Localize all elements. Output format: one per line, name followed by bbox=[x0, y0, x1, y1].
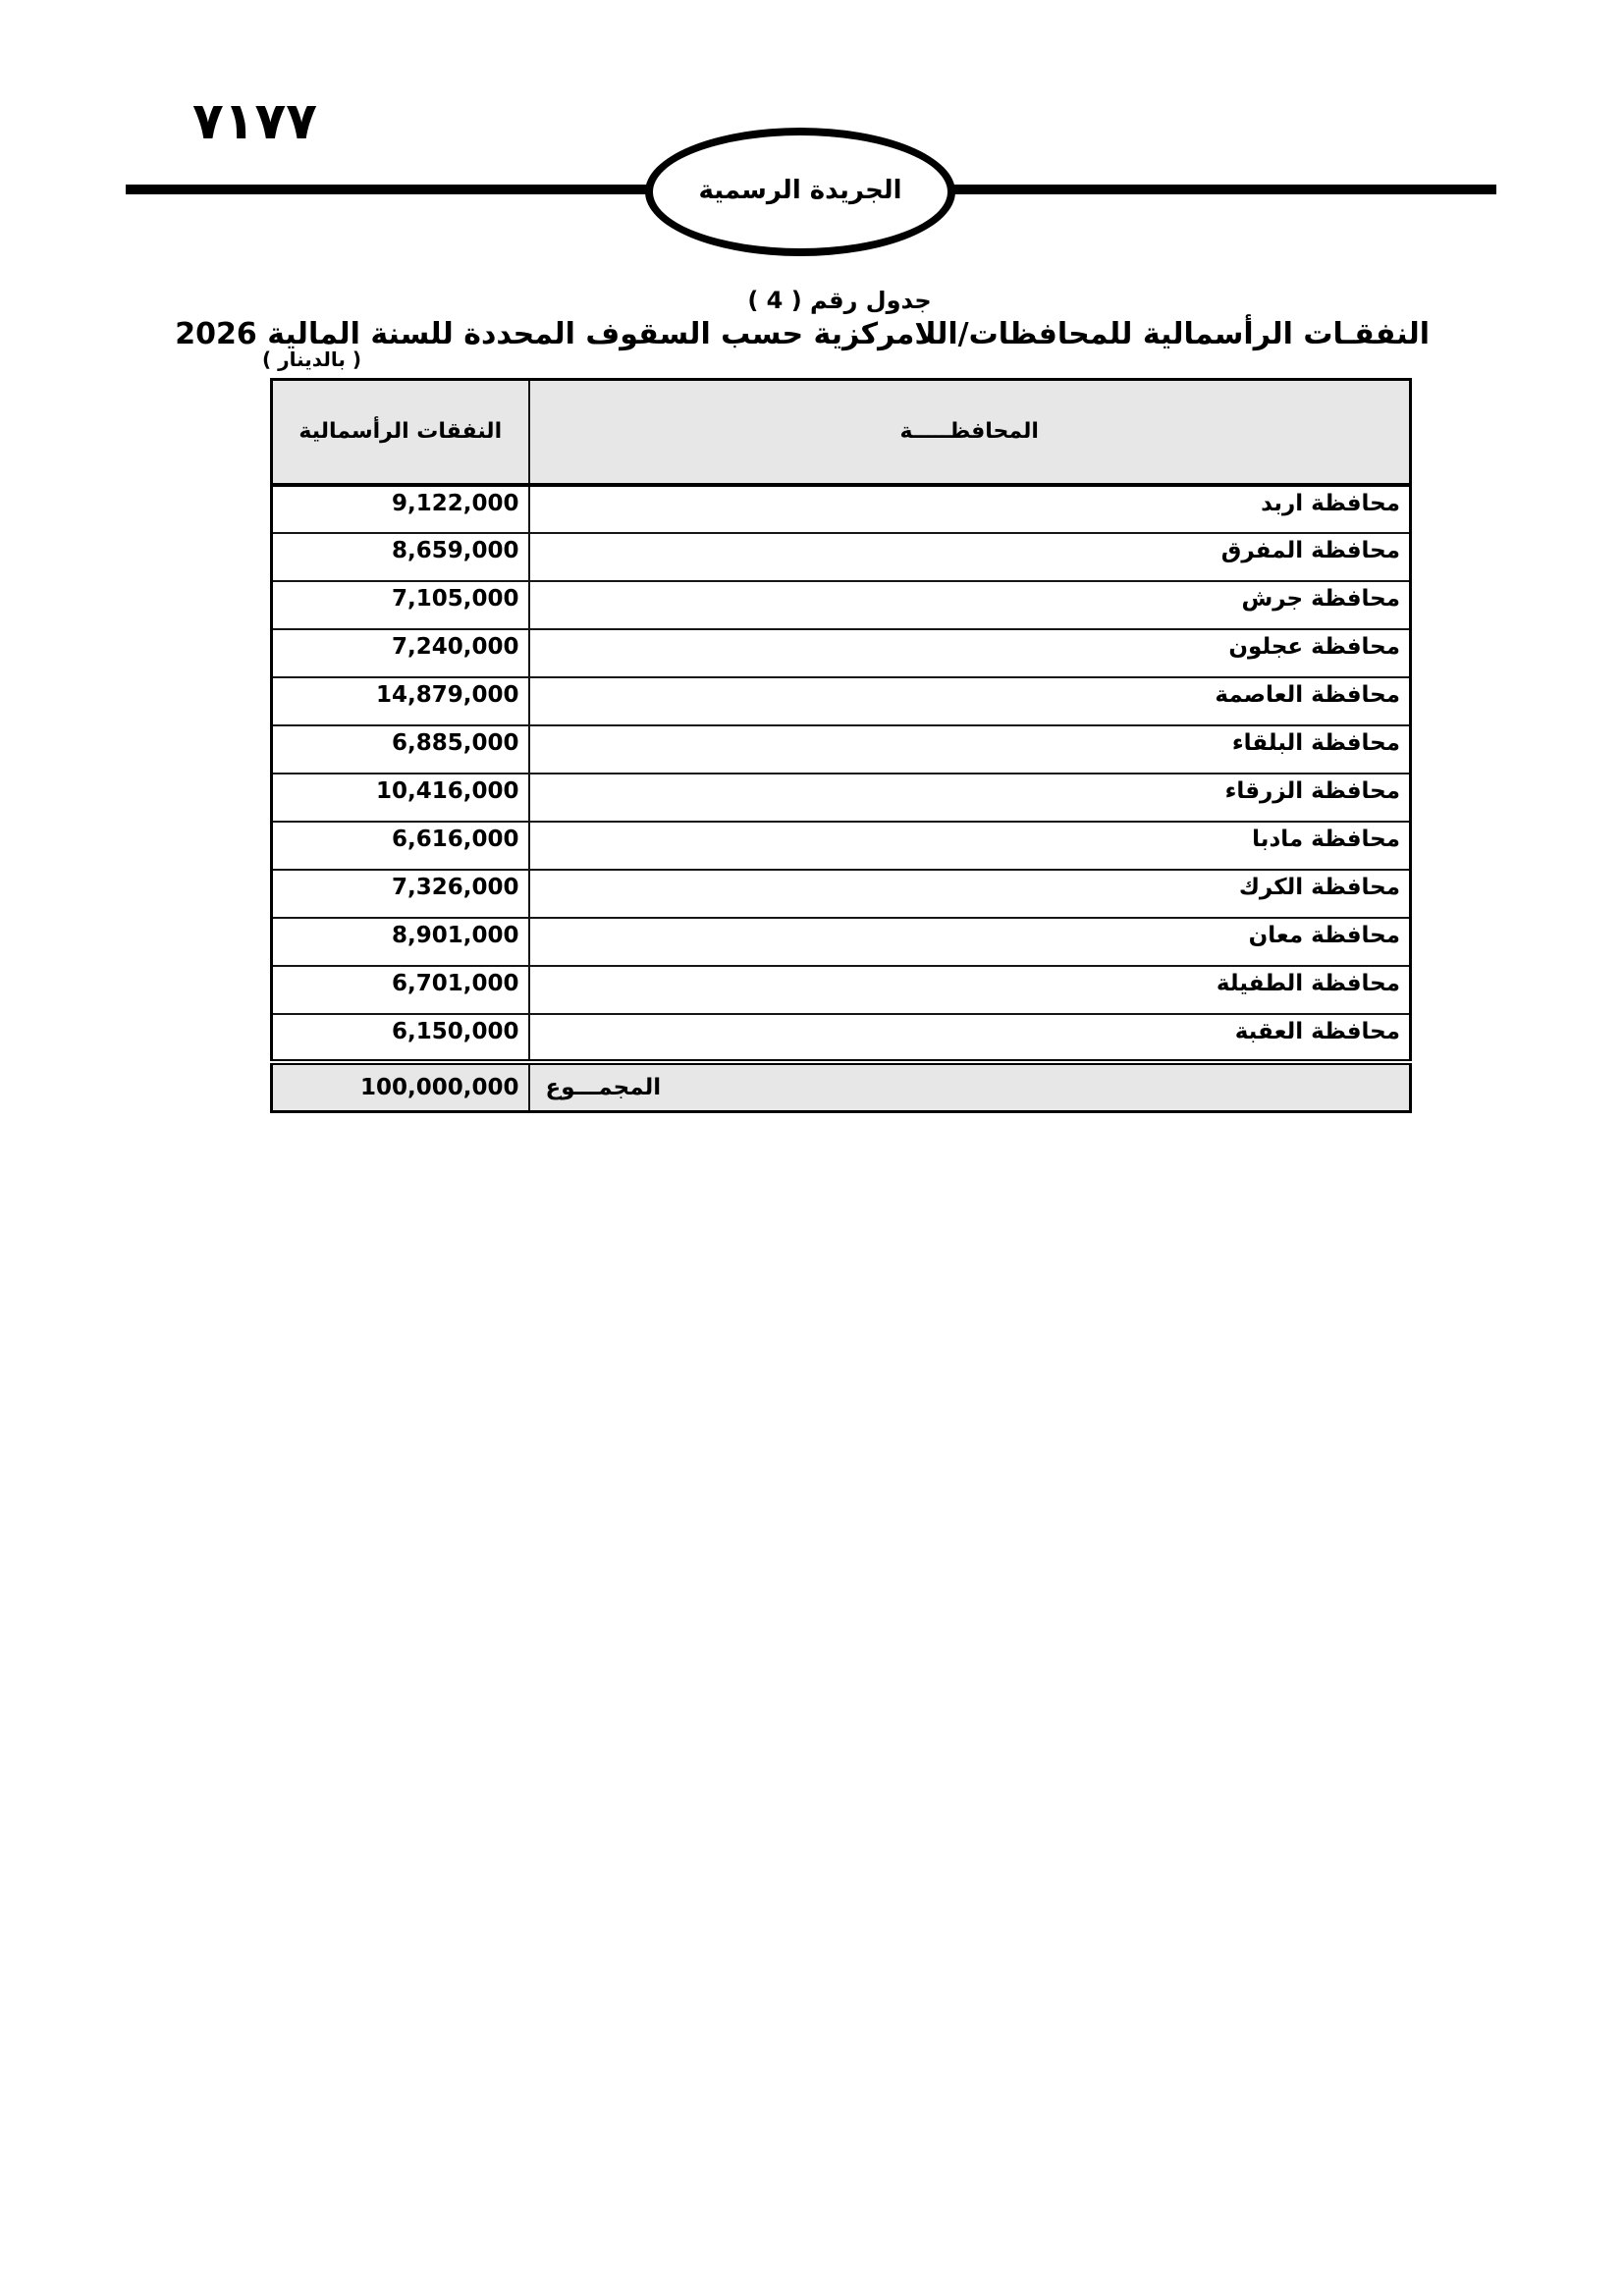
masthead-title: الجريدة الرسمية bbox=[698, 175, 902, 205]
page-number: ٧١٧٧ bbox=[192, 92, 317, 151]
expenditure-amount: 9,122,000 bbox=[272, 485, 529, 533]
governorate-name: محافظة العقبة bbox=[529, 1014, 1411, 1062]
total-amount: 100,000,000 bbox=[272, 1062, 529, 1112]
governorate-name: محافظة جرش bbox=[529, 581, 1411, 629]
table-row bbox=[272, 918, 1411, 966]
governorate-name: محافظة مادبا bbox=[529, 822, 1411, 870]
expenditure-amount: 6,701,000 bbox=[272, 966, 529, 1014]
governorate-name: محافظة البلقاء bbox=[529, 725, 1411, 774]
expenditure-amount: 7,240,000 bbox=[272, 629, 529, 677]
governorate-name: محافظة الكرك bbox=[529, 870, 1411, 918]
total-row bbox=[272, 1062, 1411, 1112]
governorate-name: محافظة العاصمة bbox=[529, 677, 1411, 725]
expenditure-amount: 7,105,000 bbox=[272, 581, 529, 629]
table-row bbox=[272, 1014, 1411, 1062]
table-row bbox=[272, 485, 1411, 533]
expenditure-amount: 8,659,000 bbox=[272, 533, 529, 581]
governorate-name: محافظة الزرقاء bbox=[529, 774, 1411, 822]
table-row bbox=[272, 774, 1411, 822]
table-row bbox=[272, 533, 1411, 581]
expenditure-amount: 8,901,000 bbox=[272, 918, 529, 966]
expenditure-amount: 6,150,000 bbox=[272, 1014, 529, 1062]
table-row bbox=[272, 870, 1411, 918]
table-row bbox=[272, 581, 1411, 629]
governorate-name: محافظة معان bbox=[529, 918, 1411, 966]
governorate-name: محافظة اربد bbox=[529, 485, 1411, 533]
governorate-name: محافظة الطفيلة bbox=[529, 966, 1411, 1014]
table-row bbox=[272, 677, 1411, 725]
table-row bbox=[272, 966, 1411, 1014]
table-row bbox=[272, 629, 1411, 677]
governorate-name: محافظة المفرق bbox=[529, 533, 1411, 581]
expenditure-amount: 14,879,000 bbox=[272, 677, 529, 725]
governorate-column-header: المحافظـــــة bbox=[529, 380, 1411, 485]
table-row bbox=[272, 822, 1411, 870]
expenditure-amount: 10,416,000 bbox=[272, 774, 529, 822]
table-title: النفقـات الرأسمالية للمحافظات/اللامركزية حسب السقوف المحددة للسنة المالية 2026 bbox=[175, 317, 1430, 351]
total-label: المجمـــوع bbox=[529, 1062, 1411, 1112]
expenditure-amount: 6,885,000 bbox=[272, 725, 529, 774]
currency-unit-note: ( بالدينار ) bbox=[262, 347, 361, 371]
governorate-name: محافظة عجلون bbox=[529, 629, 1411, 677]
masthead-oval bbox=[645, 128, 955, 256]
expenditure-table bbox=[270, 378, 1412, 1113]
expenditure-amount: 7,326,000 bbox=[272, 870, 529, 918]
capital-expenditure-column-header: النفقات الرأسمالية bbox=[272, 380, 529, 485]
table-number-caption: جدول رقم ( 4 ) bbox=[747, 287, 932, 314]
table-row bbox=[272, 725, 1411, 774]
header-row bbox=[272, 380, 1411, 485]
expenditure-amount: 6,616,000 bbox=[272, 822, 529, 870]
